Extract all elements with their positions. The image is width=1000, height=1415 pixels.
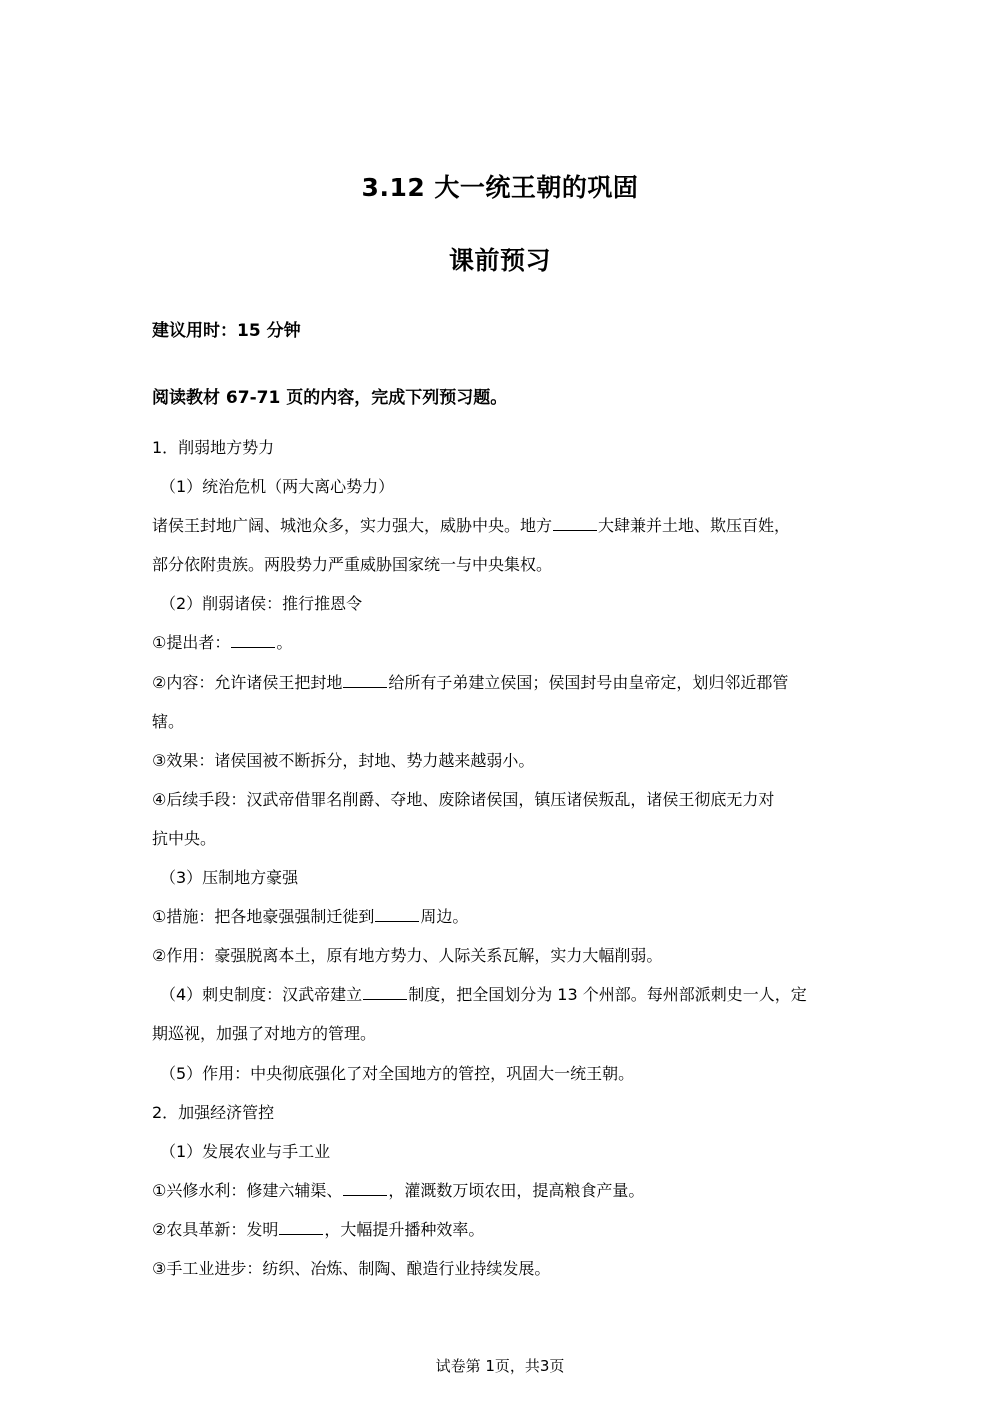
list-item: ①提出者： 。 <box>152 633 293 653</box>
fill-blank[interactable] <box>363 985 407 1000</box>
paragraph-line: 期巡视，加强了对地方的管理。 <box>152 1024 377 1044</box>
section-heading: 2．加强经济管控 <box>152 1102 275 1122</box>
list-item: ④后续手段：汉武帝借罪名削爵、夺地、废除诸侯国，镇压诸侯叛乱，诸侯王彻底无力对 <box>152 789 775 809</box>
list-item: ①措施：把各地豪强强制迁徙到 周边。 <box>152 907 469 927</box>
list-item: ③手工业进步：纺织、冶炼、制陶、酿造行业持续发展。 <box>152 1258 551 1278</box>
subsection-heading: （5）作用：中央彻底强化了对全国地方的管控，巩固大一统王朝。 <box>160 1063 635 1083</box>
paragraph-line: 诸侯王封地广阔、城池众多，实力强大，威胁中央。地方 大肆兼并土地、欺压百姓， <box>152 516 791 536</box>
page-subtitle: 课前预习 <box>448 246 551 275</box>
exercise-content <box>152 434 852 1294</box>
section-heading: 1．削弱地方势力 <box>152 438 275 457</box>
subsection-heading: （1）发展农业与手工业 <box>160 1141 331 1161</box>
fill-blank[interactable] <box>279 1220 323 1235</box>
paragraph-line: 部分依附贵族。两股势力严重威胁国家统一与中央集权。 <box>152 555 553 575</box>
subsection-heading: （2）削弱诸侯：推行推恩令 <box>160 594 363 614</box>
fill-blank[interactable] <box>231 633 275 648</box>
page-footer: 试卷第 1页，共3页 <box>435 1357 565 1375</box>
subsection-heading: （4）刺史制度：汉武帝建立 制度，把全国划分为 13 个州部。每州部派刺史一人，定 <box>160 985 807 1005</box>
list-item: ②作用：豪强脱离本土，原有地方势力、人际关系瓦解，实力大幅削弱。 <box>152 946 663 966</box>
reading-instruction: 阅读教材 67-71 页的内容，完成下列预习题。 <box>152 388 508 408</box>
page-title: 3.12 大一统王朝的巩固 <box>361 173 639 202</box>
fill-blank[interactable] <box>343 1181 387 1196</box>
fill-blank[interactable] <box>375 907 419 922</box>
list-item: ①兴修水利：修建六辅渠、 ，灌溉数万顷农田，提高粮食产量。 <box>152 1180 645 1200</box>
list-item-continuation: 抗中央。 <box>152 828 217 848</box>
suggested-time: 建议用时：15 分钟 <box>152 321 301 341</box>
list-item: ③效果：诸侯国被不断拆分，封地、势力越来越弱小。 <box>152 750 535 770</box>
list-item: ②农具革新：发明 ，大幅提升播种效率。 <box>152 1219 485 1239</box>
list-item: ②内容：允许诸侯王把封地 给所有子弟建立侯国；侯国封号由皇帝定，划归邻近郡管 <box>152 672 789 692</box>
subsection-heading: （3）压制地方豪强 <box>160 868 299 888</box>
subsection-heading: （1）统治危机（两大离心势力） <box>160 477 395 497</box>
fill-blank[interactable] <box>553 516 597 531</box>
list-item-continuation: 辖。 <box>152 711 185 731</box>
fill-blank[interactable] <box>343 673 387 688</box>
